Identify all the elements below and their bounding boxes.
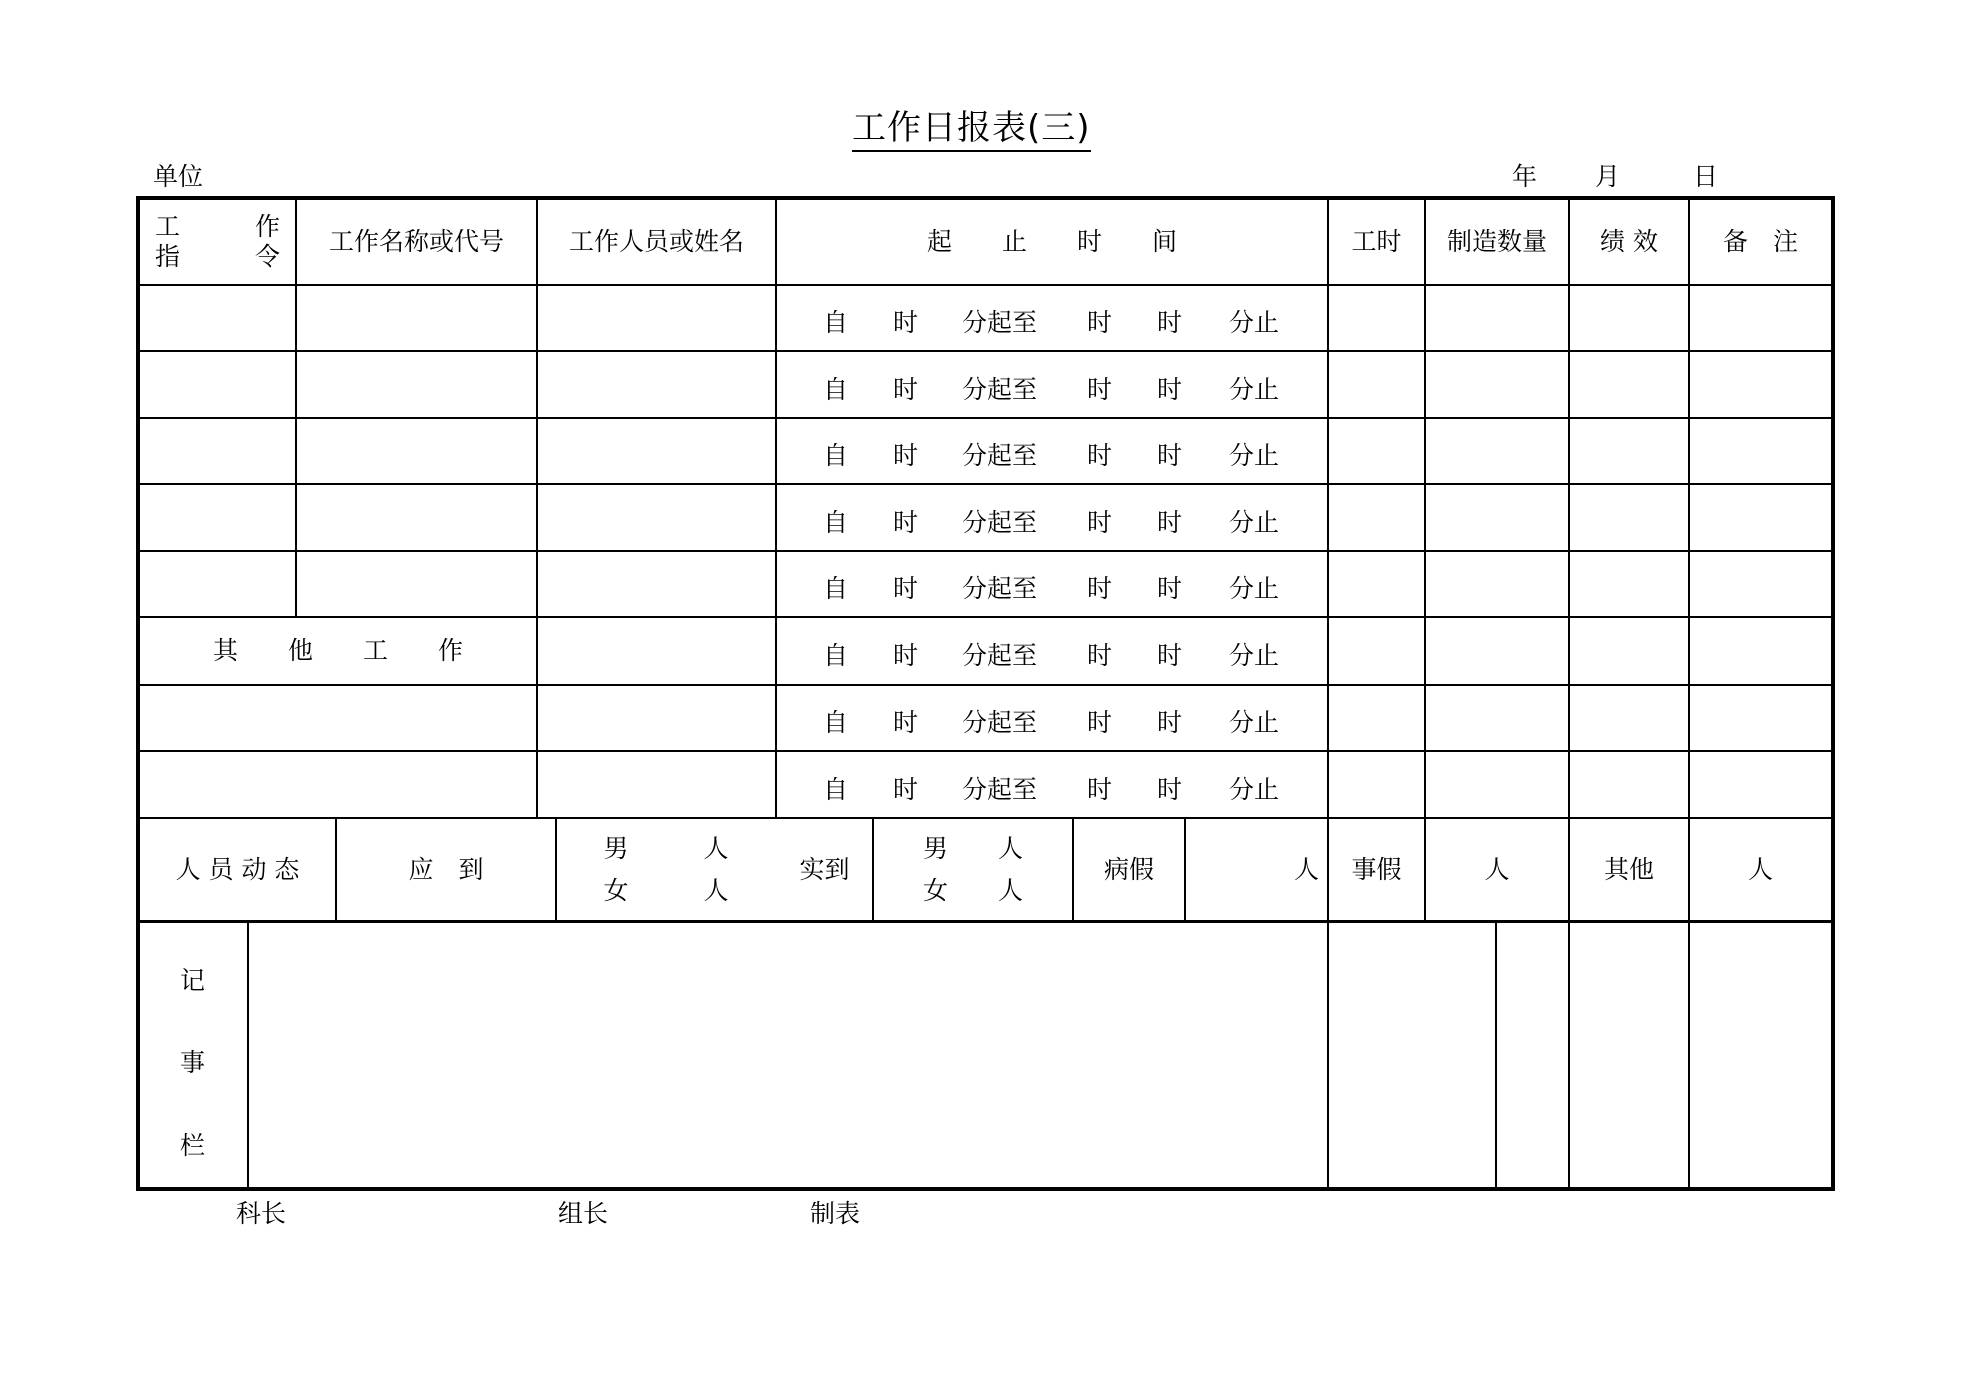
personal-leave-count-cell[interactable] [1426,819,1568,920]
time-cell[interactable] [777,552,1327,616]
day-label: 日 [1693,162,1719,191]
time-min-end: 分止 [1229,308,1280,337]
work-order-cell[interactable] [140,552,295,616]
unit-label: 单位 [153,162,204,191]
actual-count-cell[interactable] [874,819,1072,920]
other-work-description-cell[interactable] [140,686,536,750]
time-from: 自 [823,508,849,537]
other-leave-unit: 人 [1747,854,1773,884]
time-min-end: 分止 [1229,641,1280,670]
time-from: 自 [823,441,849,470]
time-from: 自 [823,375,849,404]
col-line [1327,198,1329,1190]
expected-label: 应 到 [408,854,484,884]
month-label: 月 [1595,162,1621,191]
header-quantity: 制造数量 [1446,227,1547,256]
time-hour: 时 [1157,375,1183,404]
time-hour: 时 [893,441,919,470]
header-work-order-line1: 工 作 [154,212,280,241]
time-min-end: 分止 [1229,508,1280,537]
time-min-start: 分起至 [962,641,1038,670]
time-min-start: 分起至 [962,574,1038,603]
memo-label-char: 事 [180,1048,206,1077]
section-chief-label: 科长 [236,1199,287,1228]
staff-cell[interactable] [538,552,775,616]
time-hour: 时 [1087,574,1113,603]
work-name-cell[interactable] [297,552,536,616]
time-cell[interactable] [777,752,1327,817]
time-from: 自 [823,775,849,804]
time-hour: 时 [1087,375,1113,404]
header-time-range: 起 止 时 间 [926,227,1177,256]
other-work-description-cell[interactable] [140,752,536,817]
expected-male: 男 人 [603,833,729,863]
time-cell[interactable] [777,618,1327,684]
time-min-end: 分止 [1229,375,1280,404]
header-hours: 工时 [1351,227,1402,256]
work-order-cell[interactable] [140,419,295,483]
time-hour: 时 [1087,508,1113,537]
other-work-staff-cell[interactable] [538,618,775,684]
time-hour: 时 [893,508,919,537]
other-work-label: 其 他 工 作 [212,636,463,665]
work-name-cell[interactable] [297,485,536,550]
time-min-start: 分起至 [962,441,1038,470]
time-cell[interactable] [777,419,1327,483]
team-leader-label: 组长 [558,1199,609,1228]
time-from: 自 [823,641,849,670]
header-work-name: 工作名称或代号 [328,227,504,256]
expected-female: 女 人 [603,875,729,905]
time-hour: 时 [1157,641,1183,670]
time-min-end: 分止 [1229,441,1280,470]
memo-label [140,923,247,1187]
time-hour: 时 [1087,308,1113,337]
time-hour: 时 [893,308,919,337]
time-cell[interactable] [777,352,1327,417]
work-order-cell[interactable] [140,286,295,350]
header-work-order [140,200,295,284]
page-title: 工作日报表(三) [852,108,1091,152]
other-leave-label: 其他 [1603,854,1654,884]
time-hour: 时 [893,574,919,603]
actual-male: 男 人 [922,833,1023,863]
time-from: 自 [823,308,849,337]
table-border-right [1831,196,1835,1191]
time-min-start: 分起至 [962,775,1038,804]
time-cell[interactable] [777,286,1327,350]
staff-cell[interactable] [538,419,775,483]
work-order-cell[interactable] [140,485,295,550]
memo-label-char: 记 [180,966,206,995]
staff-cell[interactable] [538,286,775,350]
time-from: 自 [823,708,849,737]
work-order-cell[interactable] [140,352,295,417]
sick-leave-count-cell[interactable] [1186,819,1327,920]
col-line [1568,198,1570,1190]
personal-leave-unit: 人 [1484,854,1510,884]
time-min-start: 分起至 [962,708,1038,737]
time-hour: 时 [1157,775,1183,804]
col-line [1495,922,1497,1189]
memo-label-char: 栏 [180,1131,206,1160]
col-line [1688,198,1690,1190]
time-hour: 时 [893,708,919,737]
header-performance: 绩 效 [1600,227,1658,256]
personal-leave-label: 事假 [1351,854,1402,884]
time-hour: 时 [1087,641,1113,670]
time-hour: 时 [1157,508,1183,537]
time-hour: 时 [1157,308,1183,337]
prepared-by-label: 制表 [810,1199,861,1228]
time-hour: 时 [893,375,919,404]
time-min-start: 分起至 [962,508,1038,537]
memo-content-area[interactable] [249,923,1327,1187]
table-border-bottom [136,1187,1835,1191]
staff-cell[interactable] [538,485,775,550]
col-line [1424,198,1426,922]
time-min-end: 分止 [1229,574,1280,603]
attendance-label: 人 员 动 态 [175,854,300,884]
time-hour: 时 [1087,441,1113,470]
time-hour: 时 [1087,708,1113,737]
staff-cell[interactable] [538,352,775,417]
expected-count-cell[interactable] [557,819,775,920]
header-staff: 工作人员或姓名 [568,227,744,256]
time-from: 自 [823,574,849,603]
sick-leave-unit: 人 [1293,854,1319,884]
time-min-start: 分起至 [962,375,1038,404]
sick-leave-label: 病假 [1103,854,1154,884]
time-hour: 时 [1157,574,1183,603]
time-min-start: 分起至 [962,308,1038,337]
time-hour: 时 [1157,441,1183,470]
time-hour: 时 [893,775,919,804]
work-name-cell[interactable] [297,286,536,350]
time-min-end: 分止 [1229,708,1280,737]
time-hour: 时 [1157,708,1183,737]
time-hour: 时 [893,641,919,670]
other-work-staff-cell[interactable] [538,686,775,750]
time-cell[interactable] [777,485,1327,550]
other-work-staff-cell[interactable] [538,752,775,817]
year-label: 年 [1512,162,1538,191]
work-name-cell[interactable] [297,419,536,483]
time-hour: 时 [1087,775,1113,804]
actual-female: 女 人 [922,875,1023,905]
header-remarks: 备 注 [1722,227,1798,256]
header-work-order-line2: 指 令 [154,242,280,271]
actual-label: 实到 [799,854,850,884]
time-cell[interactable] [777,686,1327,750]
time-min-end: 分止 [1229,775,1280,804]
other-leave-count-cell[interactable] [1690,819,1831,920]
work-name-cell[interactable] [297,352,536,417]
